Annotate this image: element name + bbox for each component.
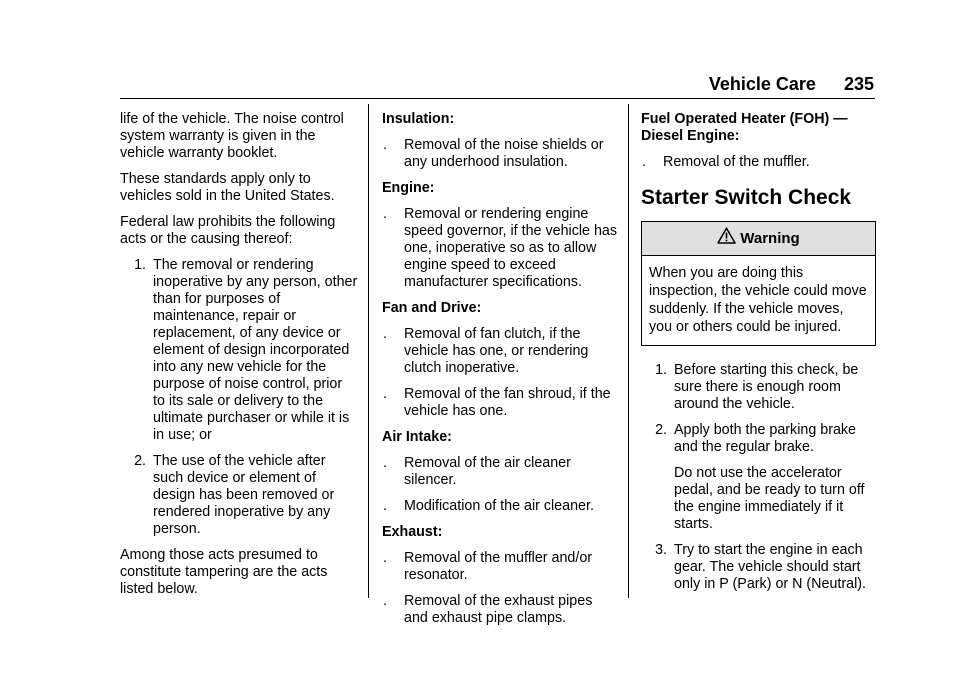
paragraph: These standards apply only to vehicles sold in the United States. — [120, 171, 335, 204]
bullet-text: Removal of the muffler. — [663, 154, 810, 170]
step-text: Before starting this check, be sure there is enough room around the vehicle. — [674, 362, 859, 412]
bullet-item — [382, 455, 618, 489]
bullet-icon: . — [383, 386, 387, 402]
step-number: 2. — [655, 422, 667, 438]
bullet-text: Removal of the noise shields or any underhood insulation. — [404, 137, 604, 170]
step-note: Do not use the accelerator pedal, and be ready to turn off the engine immediately if it starts. — [674, 465, 865, 532]
bullet-icon: . — [383, 455, 387, 471]
bullet-item — [382, 498, 618, 515]
bullet-item — [382, 137, 618, 171]
bullet-icon: . — [383, 326, 387, 342]
bullet-item — [641, 154, 876, 171]
header-rule — [120, 98, 875, 99]
column-divider-2 — [628, 104, 629, 598]
numbered-item — [120, 257, 358, 444]
bullet-item — [382, 550, 618, 584]
numbered-step — [641, 362, 876, 413]
bullet-icon: . — [383, 137, 387, 153]
column-2 — [382, 111, 618, 636]
subheading-exhaust: Exhaust: — [382, 524, 443, 540]
bullet-text: Removal of the muffler and/or resonator. — [404, 550, 593, 583]
step-number: 3. — [655, 542, 667, 558]
bullet-text: Removal of the exhaust pipes and exhaust pipe clamps. — [404, 593, 593, 626]
warning-header — [642, 222, 875, 256]
bullet-icon: . — [383, 498, 387, 514]
page-header — [709, 73, 874, 95]
column-1 — [120, 111, 358, 607]
step-number: 1. — [655, 362, 667, 378]
bullet-item — [382, 326, 618, 377]
warning-box — [641, 221, 876, 346]
bullet-item — [382, 206, 618, 291]
bullet-text: Removal or rendering engine speed governor, if the vehicle has one, inoperative so as to allow engine speed to exceed manufacturer specifications. — [404, 206, 618, 290]
subheading-air-intake: Air Intake: — [382, 429, 452, 445]
warning-triangle-icon — [717, 223, 736, 256]
section-title: Vehicle Care — [708, 74, 816, 94]
numbered-step — [641, 422, 876, 533]
bullet-icon: . — [383, 206, 387, 222]
paragraph: Federal law prohibits the following acts or the causing thereof: — [120, 214, 336, 247]
bullet-item — [382, 386, 618, 420]
bullet-text: Removal of the fan shroud, if the vehicle has one. — [404, 386, 611, 419]
warning-text: When you are doing this inspection, the vehicle could move suddenly. If the vehicle moves, you or others could be injured. — [649, 265, 867, 335]
item-number: 2. — [134, 453, 146, 469]
warning-title: Warning — [740, 230, 800, 247]
bullet-item — [382, 593, 618, 627]
subheading-foh: Fuel Operated Heater (FOH) — Diesel Engine: — [641, 111, 848, 144]
step-text: Try to start the engine in each gear. The vehicle should start only in P (Park) or N (Neutral). — [674, 542, 867, 592]
bullet-text: Removal of fan clutch, if the vehicle has one, or rendering clutch inoperative. — [404, 326, 589, 376]
column-3 — [641, 111, 876, 602]
item-text: The removal or rendering inoperative by any person, other than for purposes of maintenance, repair or replacement, of any device or element of design incorporated into any new vehicle for the purpose of noise control, prior to its sale or delivery to the ultimate purchaser or while it is in use; or — [153, 257, 358, 443]
subheading-fan-drive: Fan and Drive: — [382, 300, 482, 316]
step-text: Apply both the parking brake and the regular brake. — [674, 422, 857, 455]
subheading-engine: Engine: — [382, 180, 435, 196]
paragraph: life of the vehicle. The noise control system warranty is given in the vehicle warranty booklet. — [120, 111, 344, 161]
item-number: 1. — [134, 257, 146, 273]
bullet-text: Modification of the air cleaner. — [404, 498, 594, 514]
page-number: 235 — [843, 74, 874, 94]
section-heading: Starter Switch Check — [641, 186, 852, 209]
subheading-insulation: Insulation: — [382, 111, 455, 127]
column-divider-1 — [368, 104, 369, 598]
bullet-text: Removal of the air cleaner silencer. — [404, 455, 571, 488]
item-text: The use of the vehicle after such device or element of design has been removed or rendered inoperative by any person. — [153, 453, 335, 537]
bullet-icon: . — [383, 550, 387, 566]
bullet-icon: . — [383, 593, 387, 609]
numbered-item — [120, 453, 358, 538]
bullet-icon: . — [642, 154, 646, 170]
numbered-step — [641, 542, 876, 593]
paragraph: Among those acts presumed to constitute tampering are the acts listed below. — [120, 547, 328, 597]
